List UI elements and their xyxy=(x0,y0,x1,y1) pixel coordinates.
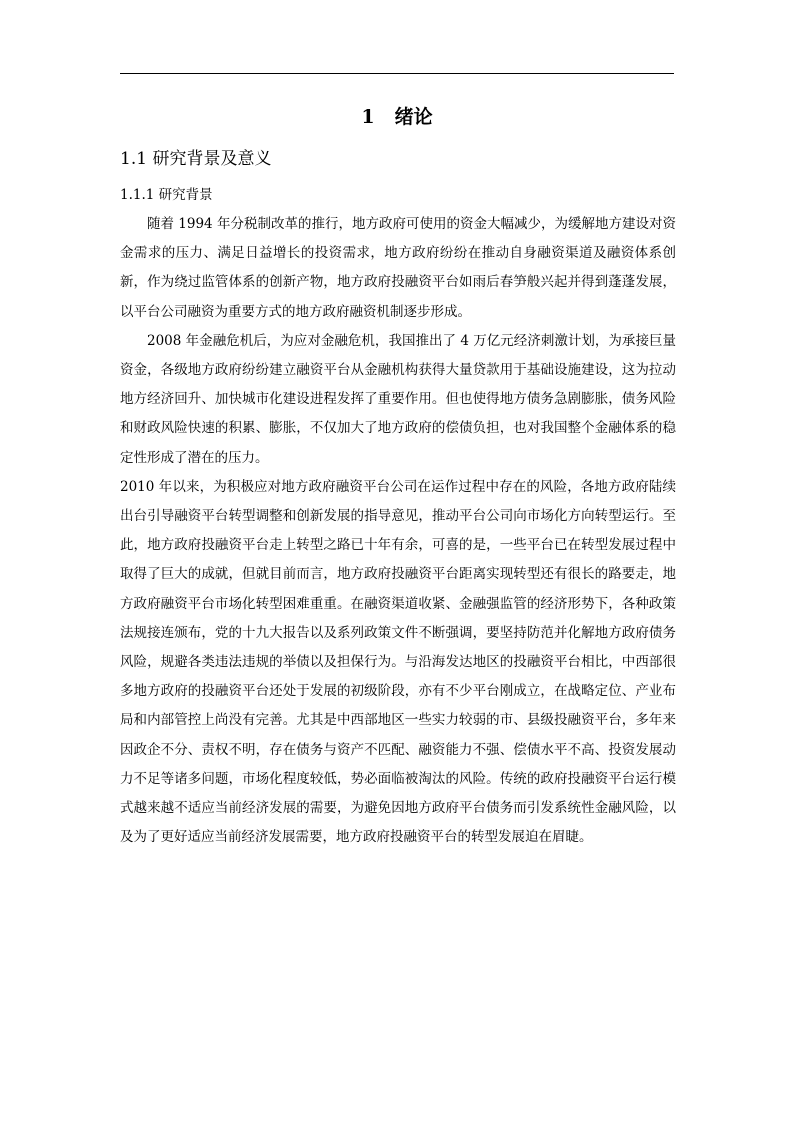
section-heading: 1.1 研究背景及意义 xyxy=(120,149,272,169)
header-rule xyxy=(120,73,674,74)
chapter-number: 1 xyxy=(361,106,375,128)
paragraph: 2008 年金融危机后，为应对金融危机，我国推出了 4 万亿元经济刺激计划，为承接巨量资金，各级地方政府纷纷建立融资平台从金融机构获得大量贷款用于基础设施建设，这为拉动地方经济回升、加快城市化建设进程发挥了重要作用。但也使得地方债务急剧膨胀，债务风险和财政风险快速的积累、膨胀，不仅加大了地方政府的偿债负担，也对我国整个金融体系的稳定性形成了潜在的压力。 xyxy=(120,332,676,466)
chapter-title xyxy=(120,104,674,130)
body-text xyxy=(120,210,676,852)
paragraph: 随着 1994 年分税制改革的推行，地方政府可使用的资金大幅减少，为缓解地方建设对资金需求的压力、满足日益增长的投资需求，地方政府纷纷在推动自身融资渠道及融资体系创新，作为绕过监管体系的创新产物，地方政府投融资平台如雨后春笋般兴起并得到蓬蓬发展，以平台公司融资为重要方式的地方政府融资机制逐步形成。 xyxy=(120,216,676,320)
paragraph: 2010 年以来，为积极应对地方政府融资平台公司在运作过程中存在的风险，各地方政府陆续出台引导融资平台转型调整和创新发展的指导意见，推动平台公司向市场化方向转型运行。至此，地方政府投融资平台走上转型之路已十年有余，可喜的是，一些平台已在转型发展过程中取得了巨大的成就，但就目前而言，地方政府投融资平台距离实现转型还有很长的路要走，地方政府融资平台市场化转型困难重重。在融资渠道收紧、金融强监管的经济形势下，各种政策法规接连颁布，党的十九大报告以及系列政策文件不断强调，要坚持防范并化解地方政府债务风险，规避各类违法违规的举债以及担保行为。与沿海发达地区的投融资平台相比，中西部很多地方政府的投融资平台还处于发展的初级阶段，亦有不少平台刚成立，在战略定位、产业布局和内部管控上尚没有完善。尤其是中西部地区一些实力较弱的市、县级投融资平台，多年来因政企不分、责权不明，存在债务与资产不匹配、融资能力不强、偿债水平不高、投资发展动力不足等诸多问题，市场化程度较低，势必面临被淘汰的风险。传统的政府投融资平台运行模式越来越不适应当前经济发展的需要，为避免因地方政府平台债务而引发系统性金融风险，以及为了更好适应当前经济发展需要，地方政府投融资平台的转型发展迫在眉睫。 xyxy=(120,478,676,846)
chapter-name: 绪论 xyxy=(394,106,433,128)
subsection-heading: 1.1.1 研究背景 xyxy=(120,187,213,203)
